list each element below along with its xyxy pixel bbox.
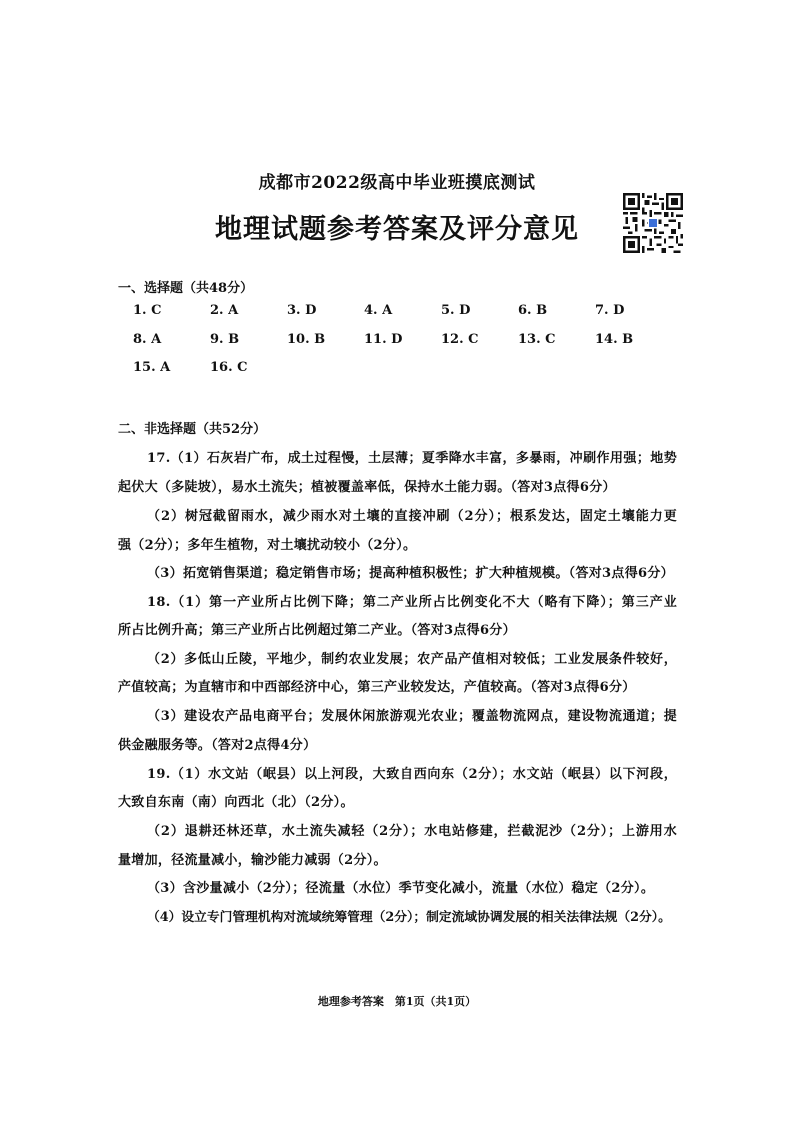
q17-p2-line2: 强（2分）；多年生植物，对土壤扰动较小（2分）。 xyxy=(118,538,417,553)
q19-p1-line2: 大致自东南（南）向西北（北）（2分）。 xyxy=(118,795,354,810)
mc-answer: 14. B xyxy=(595,332,634,347)
q19-p2-line1: （2）退耕还林还草，水土流失减轻（2分）；水电站修建，拦截泥沙（2分）；上游用水 xyxy=(147,824,677,839)
mc-answer: 16. C xyxy=(210,360,248,375)
q17-p2-line1: （2）树冠截留雨水，减少雨水对土壤的直接冲刷（2分）；根系发达，固定土壤能力更 xyxy=(147,509,677,524)
mc-answer: 7. D xyxy=(595,303,625,318)
q18-p2-line2: 产值较高；为直辖市和中西部经济中心，第三产业较发达，产值较高。（答对3点得6分） xyxy=(118,680,636,695)
q18-p3-line1: （3）建设农产品电商平台；发展休闲旅游观光农业；覆盖物流网点，建设物流通道；提 xyxy=(147,709,677,724)
mc-answer: 2. A xyxy=(210,303,239,318)
q17-p1-line2: 起伏大（多陡坡），易水土流失；植被覆盖率低，保持水土能力弱。（答对3点得6分） xyxy=(118,480,616,495)
mc-answer: 15. A xyxy=(133,360,171,375)
mc-answer: 8. A xyxy=(133,332,162,347)
mc-answer: 10. B xyxy=(287,332,326,347)
mc-answer: 9. B xyxy=(210,332,240,347)
q19-p4-line1: （4）设立专门管理机构对流域统筹管理（2分）；制定流域协调发展的相关法律法规（2分）。 xyxy=(147,910,671,925)
page-footer: 地理参考答案 第1页（共1页） xyxy=(317,995,477,1008)
q18-p2-line1: （2）多低山丘陵，平地少，制约农业发展；农产品产值相对较低；工业发展条件较好， xyxy=(147,652,677,667)
mc-answer: 6. B xyxy=(518,303,548,318)
q18-p1-line1: 18.（1）第一产业所占比例下降；第二产业所占比例变化不大（略有下降）；第三产业 xyxy=(147,595,677,610)
q17-p1-line1: 17.（1）石灰岩广布，成土过程慢，土层薄；夏季降水丰富，多暴雨，冲刷作用强；地势 xyxy=(147,451,677,466)
section2-heading: 二、非选择题（共52分） xyxy=(118,422,267,437)
mc-answer: 3. D xyxy=(287,303,317,318)
mc-answer: 12. C xyxy=(441,332,479,347)
q18-p3-line2: 供金融服务等。（答对2点得4分） xyxy=(118,738,317,753)
q18-p1-line2: 所占比例升高；第三产业所占比例超过第二产业。（答对3点得6分） xyxy=(118,623,516,638)
qr-code-icon xyxy=(623,193,683,253)
q17-p3-line1: （3）拓宽销售渠道；稳定销售市场；提高种植积极性；扩大种植规模。（答对3点得6分） xyxy=(147,566,674,581)
q19-p3-line1: （3）含沙量减小（2分）；径流量（水位）季节变化减小，流量（水位）稳定（2分）。 xyxy=(147,881,655,896)
q19-p1-line1: 19.（1）水文站（岷县）以上河段，大致自西向东（2分）；水文站（岷县）以下河段， xyxy=(147,767,677,782)
mc-answer: 4. A xyxy=(364,303,393,318)
q19-p2-line2: 量增加，径流量减小，输沙能力减弱（2分）。 xyxy=(118,853,387,868)
mc-answer: 1. C xyxy=(133,303,162,318)
page-title: 地理试题参考答案及评分意见 xyxy=(215,214,579,245)
mc-answer: 5. D xyxy=(441,303,471,318)
mc-answer: 13. C xyxy=(518,332,556,347)
section1-heading: 一、选择题（共48分） xyxy=(118,281,254,296)
page-subtitle: 成都市2022级高中毕业班摸底测试 xyxy=(258,173,536,193)
mc-answer: 11. D xyxy=(364,332,403,347)
